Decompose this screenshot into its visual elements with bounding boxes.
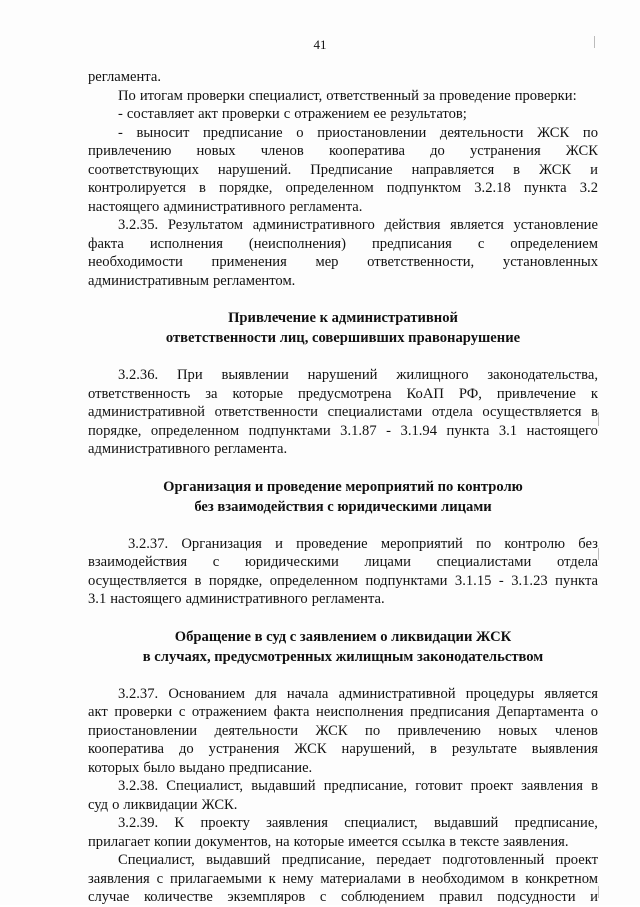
heading-line: Привлечение к административной [228, 310, 458, 326]
text-line: регламента. [88, 69, 161, 85]
text-line: кооператива до устранения ЖСК нарушений, в результате выявления [88, 741, 598, 757]
text-line: 3.2.35. Результатом административного действия является установление [118, 217, 598, 233]
scan-artifact [598, 412, 599, 426]
document-body [88, 68, 598, 907]
text-line: настоящего административного регламента. [88, 198, 363, 215]
text-line: акт проверки с отражением факта неисполнения предписания Департамента о [88, 704, 598, 720]
paragraph-group-3 [88, 535, 598, 609]
text-line: административного регламента. [88, 441, 288, 457]
text-line: 3.2.39. К проекту заявления специалист, выдавший предписание, [118, 815, 598, 831]
text-line: факта исполнения (неисполнения) предписания с определением [88, 235, 598, 252]
text-line: соответствующих нарушений. Предписание направляется в ЖСК и [88, 161, 598, 178]
paragraph-group-4 [88, 685, 598, 907]
text-line: приостановлении деятельности ЖСК по привлечению новых членов [88, 722, 598, 739]
heading-line: Обращение в суд с заявлением о ликвидации ЖСК [174, 628, 512, 645]
text-line: прилагает копии документов, на которые имеется ссылка в тексте заявления. [88, 833, 569, 850]
text-line: случае количестве экземпляров с соблюдением правил подсудности и [88, 889, 598, 905]
section-heading-liability [88, 308, 598, 348]
text-line: суд о ликвидации ЖСК. [88, 796, 238, 813]
text-line: необходимости применения мер ответственности, установленных [88, 254, 598, 270]
heading-line: без взаимодействия с юридическими лицами [194, 498, 492, 515]
text-line: которых было выдано предписание. [88, 759, 313, 776]
scan-artifact [598, 548, 599, 560]
text-line: 3.1 настоящего административного регламента. [88, 591, 385, 607]
text-line: - составляет акт проверки с отражением ее результатов; [118, 106, 467, 122]
text-line: 3.2.38. Специалист, выдавший предписание, готовит проект заявления в [118, 778, 598, 794]
text-line: заявления с прилагаемыми к нему материалами в необходимом в конкретном [88, 870, 598, 887]
paragraph-group-1 [88, 68, 598, 290]
text-line: административной ответственности специалистами отдела осуществляется в [88, 404, 598, 420]
text-line: 3.2.36. При выявлении нарушений жилищного законодательства, [118, 367, 598, 383]
text-line: По итогам проверки специалист, ответственный за проведение проверки: [118, 87, 577, 104]
text-line: осуществляется в порядке, определенном подпунктами 3.1.15 - 3.1.23 пункта [88, 572, 598, 589]
heading-line: ответственности лиц, совершивших правонарушение [165, 330, 521, 346]
scan-artifact [598, 886, 599, 898]
text-line: порядке, определенном подпунктами 3.1.87 - 3.1.94 пункта 3.1 настоящего [88, 422, 598, 439]
heading-line: Организация и проведение мероприятий по контролю [163, 478, 523, 495]
text-line: контролируется в порядке, определенном подпунктом 3.2.18 пункта 3.2 [88, 180, 598, 196]
text-line: взаимодействия с юридическими лицами специалистами отдела [88, 554, 598, 570]
scan-artifact [594, 36, 595, 48]
text-line: привлечению новых членов кооператива до устранения ЖСК [88, 143, 598, 159]
text-line: - выносит предписание о приостановлении деятельности ЖСК по [118, 124, 598, 141]
text-line: административным регламентом. [88, 272, 296, 289]
text-line: Специалист, выдавший предписание, передает подготовленный проект [118, 852, 598, 868]
text-line: 3.2.37. Организация и проведение мероприятий по контролю без [128, 535, 598, 552]
heading-line: в случаях, предусмотренных жилищным законодательством [142, 648, 544, 665]
page-number: 41 [313, 37, 327, 52]
text-line: 3.2.37. Основанием для начала административной процедуры является [118, 685, 598, 702]
paragraph-group-2 [88, 366, 598, 459]
section-heading-court-appeal [88, 627, 598, 667]
text-line: ответственность за которые предусмотрена КоАП РФ, привлечение к [88, 385, 598, 402]
section-heading-control-measures [88, 477, 598, 517]
